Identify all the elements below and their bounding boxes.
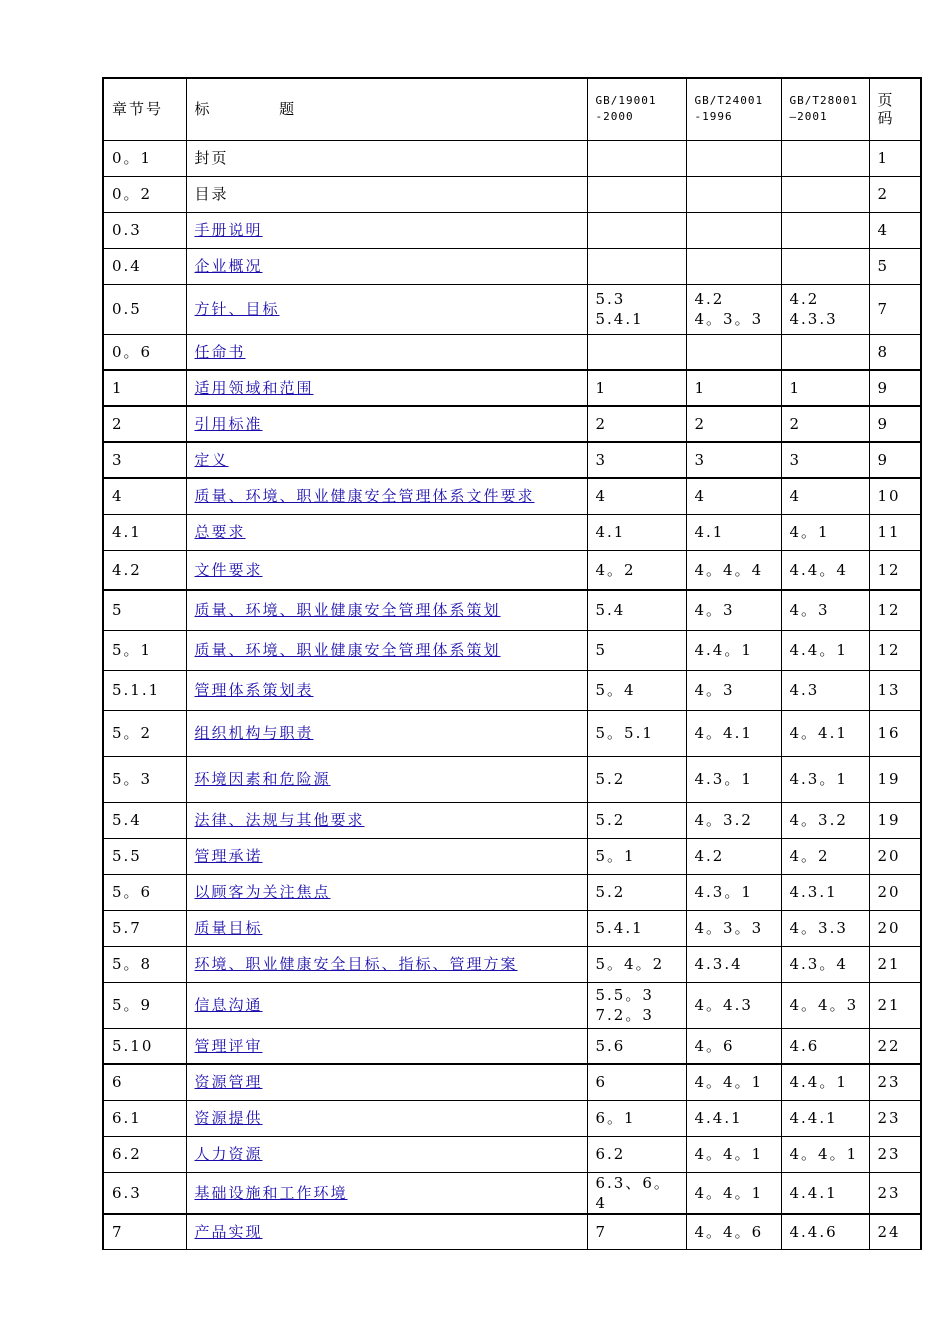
toc-ref-gb19001: 5.2 (587, 874, 686, 910)
toc-chapter-number: 0。2 (103, 176, 186, 212)
toc-ref-gbt28001: 4。4。1 (781, 1136, 869, 1172)
toc-ref-gbt28001: 4.3。4 (781, 946, 869, 982)
toc-title-link[interactable]: 资源提供 (194, 1109, 263, 1127)
toc-page-number: 12 (869, 590, 921, 630)
toc-chapter-number: 5.5 (103, 838, 186, 874)
toc-row (103, 756, 921, 802)
toc-ref-gb19001: 5.2 (587, 802, 686, 838)
toc-ref-gb19001 (587, 248, 686, 284)
toc-chapter-number: 5。6 (103, 874, 186, 910)
toc-ref-gbt24001 (686, 176, 781, 212)
toc-page-number: 5 (869, 248, 921, 284)
toc-ref-gbt24001: 4.2 (686, 838, 781, 874)
toc-chapter-number: 5.4 (103, 802, 186, 838)
toc-page-number: 13 (869, 670, 921, 710)
toc-page-number: 23 (869, 1100, 921, 1136)
toc-ref-gbt28001: 1 (781, 370, 869, 406)
toc-row (103, 874, 921, 910)
toc-ref-gb19001: 5.4 (587, 590, 686, 630)
toc-title-cell (186, 550, 587, 590)
toc-page-number: 1 (869, 140, 921, 176)
toc-title-cell (186, 1172, 587, 1214)
toc-title-cell (186, 874, 587, 910)
toc-ref-gb19001 (587, 176, 686, 212)
toc-ref-gb19001: 5.4.1 (587, 910, 686, 946)
toc-ref-gbt24001: 1 (686, 370, 781, 406)
toc-chapter-number: 5.1.1 (103, 670, 186, 710)
toc-title-cell (186, 982, 587, 1028)
toc-ref-gb19001: 5。4。2 (587, 946, 686, 982)
toc-title-cell (186, 1064, 587, 1100)
toc-page-number: 12 (869, 550, 921, 590)
toc-title-cell (186, 1214, 587, 1250)
toc-ref-gbt28001: 4.3。1 (781, 756, 869, 802)
toc-ref-gbt24001: 4.4。1 (686, 630, 781, 670)
toc-ref-gbt24001: 4.3。1 (686, 756, 781, 802)
toc-ref-gb19001: 4.1 (587, 514, 686, 550)
toc-ref-gbt28001: 4.4.6 (781, 1214, 869, 1250)
toc-row (103, 1136, 921, 1172)
toc-row (103, 248, 921, 284)
toc-title-link[interactable]: 管理评审 (194, 1036, 263, 1055)
toc-chapter-number: 5。8 (103, 946, 186, 982)
toc-title-cell (186, 478, 587, 514)
toc-title-link[interactable]: 适用领域和范围 (194, 379, 314, 397)
toc-page-number: 4 (869, 212, 921, 248)
toc-title-cell (186, 1028, 587, 1064)
toc-title-link[interactable]: 信息沟通 (194, 996, 263, 1014)
toc-row (103, 334, 921, 370)
toc-row (103, 478, 921, 514)
toc-row (103, 212, 921, 248)
toc-ref-gb19001 (587, 212, 686, 248)
toc-chapter-number: 6.3 (103, 1172, 186, 1214)
toc-title-link[interactable]: 文件要求 (194, 560, 263, 579)
toc-row (103, 630, 921, 670)
toc-page-number: 23 (869, 1172, 921, 1214)
toc-row (103, 670, 921, 710)
toc-ref-gbt28001 (781, 248, 869, 284)
toc-ref-gb19001: 2 (587, 406, 686, 442)
toc-title-link[interactable]: 手册说明 (194, 221, 263, 239)
toc-ref-gb19001: 6.2 (587, 1136, 686, 1172)
toc-chapter-number: 6.1 (103, 1100, 186, 1136)
toc-page-number: 9 (869, 370, 921, 406)
toc-page-number: 9 (869, 406, 921, 442)
toc-title-cell (186, 284, 587, 334)
toc-chapter-number: 5。3 (103, 756, 186, 802)
toc-chapter-number: 2 (103, 406, 186, 442)
toc-ref-gb19001: 5。5.1 (587, 710, 686, 756)
toc-title-cell (186, 176, 587, 212)
toc-ref-gb19001: 5.2 (587, 756, 686, 802)
toc-title-cell (186, 212, 587, 248)
toc-chapter-number: 7 (103, 1214, 186, 1250)
toc-title-cell (186, 802, 587, 838)
toc-ref-gbt28001: 4.4。4 (781, 550, 869, 590)
toc-ref-gbt28001: 4。1 (781, 514, 869, 550)
toc-ref-gbt24001: 4.3。1 (686, 874, 781, 910)
toc-ref-gb19001: 6。1 (587, 1100, 686, 1136)
toc-title-cell (186, 442, 587, 478)
toc-ref-gb19001: 1 (587, 370, 686, 406)
toc-chapter-number: 5。1 (103, 630, 186, 670)
toc-row (103, 442, 921, 478)
toc-page-number: 19 (869, 802, 921, 838)
toc-ref-gbt28001: 4.6 (781, 1028, 869, 1064)
toc-ref-gb19001: 4。2 (587, 550, 686, 590)
toc-ref-gbt28001: 4 (781, 478, 869, 514)
toc-title-cell (186, 590, 587, 630)
toc-page-number: 20 (869, 874, 921, 910)
toc-title-link[interactable]: 基础设施和工作环境 (194, 1183, 348, 1202)
toc-title-cell (186, 630, 587, 670)
toc-title-cell (186, 514, 587, 550)
toc-chapter-number: 0。6 (103, 334, 186, 370)
toc-title-link[interactable]: 法律、法规与其他要求 (194, 811, 365, 829)
toc-row (103, 1172, 921, 1214)
toc-ref-gbt24001: 4。4。1 (686, 1064, 781, 1100)
toc-page-number: 2 (869, 176, 921, 212)
toc-row (103, 946, 921, 982)
toc-title-link[interactable]: 环境、职业健康安全目标、指标、管理方案 (194, 955, 518, 973)
toc-ref-gbt24001: 4。6 (686, 1028, 781, 1064)
toc-page-number: 24 (869, 1214, 921, 1250)
toc-ref-gbt28001: 2 (781, 406, 869, 442)
toc-page-number: 22 (869, 1028, 921, 1064)
toc-ref-gbt28001 (781, 140, 869, 176)
toc-page-number: 23 (869, 1064, 921, 1100)
toc-chapter-number: 0.4 (103, 248, 186, 284)
toc-ref-gbt28001: 4。4.1 (781, 710, 869, 756)
toc-title-link[interactable]: 产品实现 (194, 1222, 263, 1241)
toc-ref-gbt24001: 4。3 (686, 670, 781, 710)
toc-table (102, 77, 922, 1250)
toc-ref-gbt28001: 3 (781, 442, 869, 478)
toc-title-cell (186, 756, 587, 802)
toc-row (103, 838, 921, 874)
toc-ref-gb19001: 5.5。3 7.2。3 (587, 982, 686, 1028)
toc-ref-gbt28001 (781, 176, 869, 212)
toc-title-link[interactable]: 质量、环境、职业健康安全管理体系策划 (194, 641, 501, 659)
toc-page-number: 10 (869, 478, 921, 514)
toc-title-link[interactable]: 资源管理 (194, 1073, 263, 1092)
toc-title-link[interactable]: 组织机构与职责 (194, 724, 314, 742)
toc-title-link[interactable]: 定义 (194, 451, 229, 469)
toc-ref-gbt24001: 4。4。1 (686, 1136, 781, 1172)
toc-title-link[interactable]: 企业概况 (194, 257, 263, 275)
toc-chapter-number: 4 (103, 478, 186, 514)
toc-row (103, 710, 921, 756)
toc-title-link[interactable]: 质量目标 (194, 919, 263, 937)
toc-title-text: 封页 (194, 149, 229, 167)
toc-title-link[interactable]: 任命书 (194, 342, 246, 361)
toc-title-link[interactable]: 质量、环境、职业健康安全管理体系策划 (194, 601, 501, 620)
toc-ref-gbt24001: 4。4.1 (686, 710, 781, 756)
toc-row (103, 802, 921, 838)
toc-title-cell (186, 406, 587, 442)
toc-ref-gbt24001: 4。3。3 (686, 910, 781, 946)
toc-title-link[interactable]: 引用标准 (194, 415, 263, 433)
toc-page-number: 19 (869, 756, 921, 802)
toc-title-link[interactable]: 总要求 (194, 523, 246, 541)
toc-title-link[interactable]: 管理体系策划表 (194, 681, 314, 699)
toc-page-number: 7 (869, 284, 921, 334)
toc-ref-gbt28001: 4.4。1 (781, 630, 869, 670)
toc-ref-gbt24001: 4 (686, 478, 781, 514)
toc-chapter-number: 3 (103, 442, 186, 478)
toc-chapter-number: 6.2 (103, 1136, 186, 1172)
toc-title-cell (186, 334, 587, 370)
toc-page-number: 21 (869, 946, 921, 982)
toc-title-cell (186, 910, 587, 946)
toc-row (103, 590, 921, 630)
toc-row (103, 550, 921, 590)
toc-title-cell (186, 248, 587, 284)
header-std-gbt24001: GB/T24001 -1996 (686, 78, 781, 140)
toc-ref-gbt24001: 4.1 (686, 514, 781, 550)
toc-title-cell (186, 710, 587, 756)
toc-ref-gbt28001: 4。2 (781, 838, 869, 874)
toc-row (103, 1100, 921, 1136)
toc-title-link[interactable]: 环境因素和危险源 (194, 770, 331, 788)
toc-ref-gbt24001: 4。3 (686, 590, 781, 630)
toc-title-cell (186, 838, 587, 874)
header-title: 标 题 (186, 78, 587, 140)
toc-ref-gbt28001: 4.4.1 (781, 1172, 869, 1214)
toc-ref-gbt28001 (781, 334, 869, 370)
header-std-gbt28001: GB/T28001 —2001 (781, 78, 869, 140)
toc-page-number: 16 (869, 710, 921, 756)
header-chapter: 章节号 (103, 78, 186, 140)
toc-row (103, 1064, 921, 1100)
header-std-gb19001: GB/19001 -2000 (587, 78, 686, 140)
toc-ref-gb19001: 4 (587, 478, 686, 514)
toc-ref-gbt24001: 4.3.4 (686, 946, 781, 982)
toc-row (103, 1214, 921, 1250)
toc-page-number: 23 (869, 1136, 921, 1172)
toc-ref-gb19001: 5。1 (587, 838, 686, 874)
toc-title-link[interactable]: 管理承诺 (194, 847, 263, 865)
toc-chapter-number: 1 (103, 370, 186, 406)
toc-ref-gbt28001: 4。3.2 (781, 802, 869, 838)
toc-ref-gb19001: 6 (587, 1064, 686, 1100)
toc-ref-gbt28001: 4。3 (781, 590, 869, 630)
toc-page-number: 12 (869, 630, 921, 670)
toc-page-number: 11 (869, 514, 921, 550)
toc-row (103, 406, 921, 442)
toc-ref-gbt24001 (686, 334, 781, 370)
header-page: 页 码 (869, 78, 921, 140)
toc-chapter-number: 0.5 (103, 284, 186, 334)
toc-row (103, 514, 921, 550)
toc-ref-gbt24001: 4。4.3 (686, 982, 781, 1028)
toc-ref-gbt24001: 2 (686, 406, 781, 442)
toc-ref-gb19001 (587, 140, 686, 176)
toc-row (103, 370, 921, 406)
toc-chapter-number: 4.2 (103, 550, 186, 590)
toc-ref-gbt28001: 4.4。1 (781, 1064, 869, 1100)
toc-ref-gbt24001: 4。4。1 (686, 1172, 781, 1214)
toc-ref-gb19001: 6.3、6。 4 (587, 1172, 686, 1214)
toc-row (103, 284, 921, 334)
toc-ref-gbt28001: 4。3.3 (781, 910, 869, 946)
toc-title-cell (186, 670, 587, 710)
toc-ref-gbt24001 (686, 212, 781, 248)
toc-page-number: 20 (869, 838, 921, 874)
toc-ref-gbt24001: 4.2 4。3。3 (686, 284, 781, 334)
toc-ref-gbt28001: 4.2 4.3.3 (781, 284, 869, 334)
toc-ref-gbt24001: 4。3.2 (686, 802, 781, 838)
toc-ref-gbt24001: 4.4.1 (686, 1100, 781, 1136)
toc-page-number: 9 (869, 442, 921, 478)
toc-chapter-number: 6 (103, 1064, 186, 1100)
toc-ref-gbt28001: 4.4.1 (781, 1100, 869, 1136)
toc-ref-gbt24001: 4。4。6 (686, 1214, 781, 1250)
toc-chapter-number: 5.10 (103, 1028, 186, 1064)
toc-ref-gbt24001: 3 (686, 442, 781, 478)
toc-title-cell (186, 946, 587, 982)
toc-chapter-number: 0。1 (103, 140, 186, 176)
toc-ref-gb19001: 3 (587, 442, 686, 478)
toc-title-cell (186, 140, 587, 176)
toc-ref-gb19001: 5。4 (587, 670, 686, 710)
toc-title-link[interactable]: 质量、环境、职业健康安全管理体系文件要求 (194, 487, 535, 506)
toc-ref-gbt28001: 4。4。3 (781, 982, 869, 1028)
toc-page-number: 8 (869, 334, 921, 370)
toc-page-number: 21 (869, 982, 921, 1028)
toc-chapter-number: 5.7 (103, 910, 186, 946)
toc-ref-gbt24001 (686, 248, 781, 284)
toc-ref-gb19001: 5.3 5.4.1 (587, 284, 686, 334)
toc-chapter-number: 5 (103, 590, 186, 630)
toc-title-link[interactable]: 方针、目标 (194, 300, 280, 318)
toc-title-cell (186, 1100, 587, 1136)
toc-ref-gb19001: 5 (587, 630, 686, 670)
toc-page-number: 20 (869, 910, 921, 946)
toc-row (103, 140, 921, 176)
toc-chapter-number: 0.3 (103, 212, 186, 248)
toc-ref-gb19001: 7 (587, 1214, 686, 1250)
toc-ref-gbt28001: 4.3.1 (781, 874, 869, 910)
toc-chapter-number: 5。2 (103, 710, 186, 756)
toc-row (103, 910, 921, 946)
toc-chapter-number: 4.1 (103, 514, 186, 550)
toc-ref-gbt28001: 4.3 (781, 670, 869, 710)
toc-ref-gbt24001 (686, 140, 781, 176)
toc-title-cell (186, 370, 587, 406)
toc-row (103, 982, 921, 1028)
toc-row (103, 176, 921, 212)
toc-title-text: 目录 (194, 185, 229, 203)
toc-title-cell (186, 1136, 587, 1172)
toc-chapter-number: 5。9 (103, 982, 186, 1028)
toc-ref-gb19001: 5.6 (587, 1028, 686, 1064)
toc-ref-gbt24001: 4。4。4 (686, 550, 781, 590)
toc-title-link[interactable]: 以顾客为关注焦点 (194, 883, 331, 901)
toc-ref-gbt28001 (781, 212, 869, 248)
toc-row (103, 1028, 921, 1064)
header-row (103, 78, 921, 140)
toc-ref-gb19001 (587, 334, 686, 370)
toc-title-link[interactable]: 人力资源 (194, 1145, 263, 1163)
